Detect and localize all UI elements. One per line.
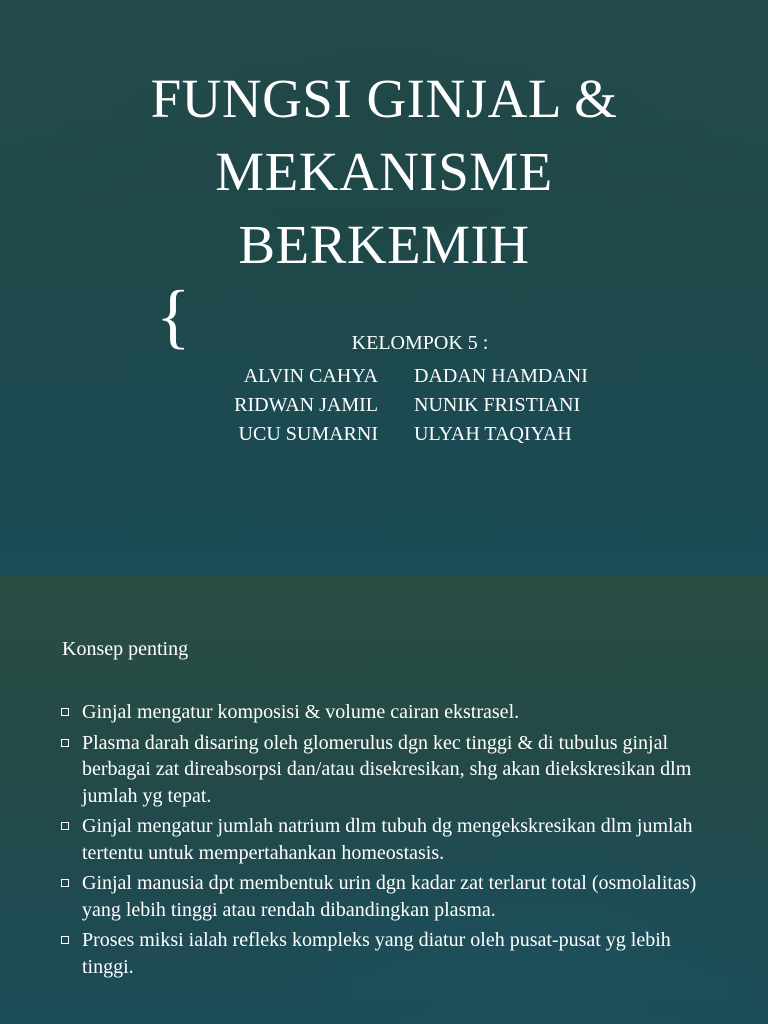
square-bullet-icon (61, 879, 69, 887)
title-line-1: FUNGSI GINJAL & (150, 68, 618, 129)
bullet-item (58, 927, 698, 980)
bullet-item (58, 870, 698, 923)
member-name: UCU SUMARNI (238, 423, 378, 445)
slide-title (0, 62, 768, 281)
square-bullet-icon (61, 822, 69, 830)
title-line-2: MEKANISME (215, 141, 553, 202)
member-name: RIDWAN JAMIL (234, 394, 378, 416)
bullet-text: Plasma darah disaring oleh glomerulus dgn kec tinggi & di tubulus ginjal berbagai zat direabsorpsi dan/atau disekresikan, shg akan diekskresikan dlm jumlah yg tepat. (82, 731, 692, 807)
bullet-text: Ginjal manusia dpt membentuk urin dgn kadar zat terlarut total (osmolalitas) yang lebih tinggi atau rendah dibandingkan plasma. (82, 872, 697, 921)
member-name: ALVIN CAHYA (243, 365, 378, 387)
content-slide (0, 576, 768, 1024)
member-name: NUNIK FRISTIANI (414, 394, 581, 416)
member-list (0, 362, 768, 449)
square-bullet-icon (61, 739, 69, 747)
member-name: ULYAH TAQIYAH (414, 423, 572, 445)
bullet-item (58, 730, 698, 810)
brace-decoration: { (156, 276, 191, 356)
bullet-text: Ginjal mengatur komposisi & volume cairan ekstrasel. (82, 701, 520, 723)
bullet-item (58, 699, 698, 726)
section-heading: Konsep penting (62, 638, 189, 660)
member-name: DADAN HAMDANI (414, 365, 588, 387)
member-row (0, 391, 768, 420)
member-row (0, 420, 768, 449)
bullet-text: Ginjal mengatur jumlah natrium dlm tubuh dg mengekskresikan dlm jumlah tertentu untuk mempertahankan homeostasis. (82, 815, 693, 864)
square-bullet-icon (61, 708, 69, 716)
bullet-item (58, 813, 698, 866)
title-line-3: BERKEMIH (238, 214, 530, 275)
square-bullet-icon (61, 936, 69, 944)
group-label: KELOMPOK 5 : (351, 332, 489, 354)
member-row (0, 362, 768, 391)
bullet-text: Proses miksi ialah refleks kompleks yang diatur oleh pusat-pusat yg lebih tinggi. (82, 929, 671, 978)
bullet-list (58, 699, 698, 984)
